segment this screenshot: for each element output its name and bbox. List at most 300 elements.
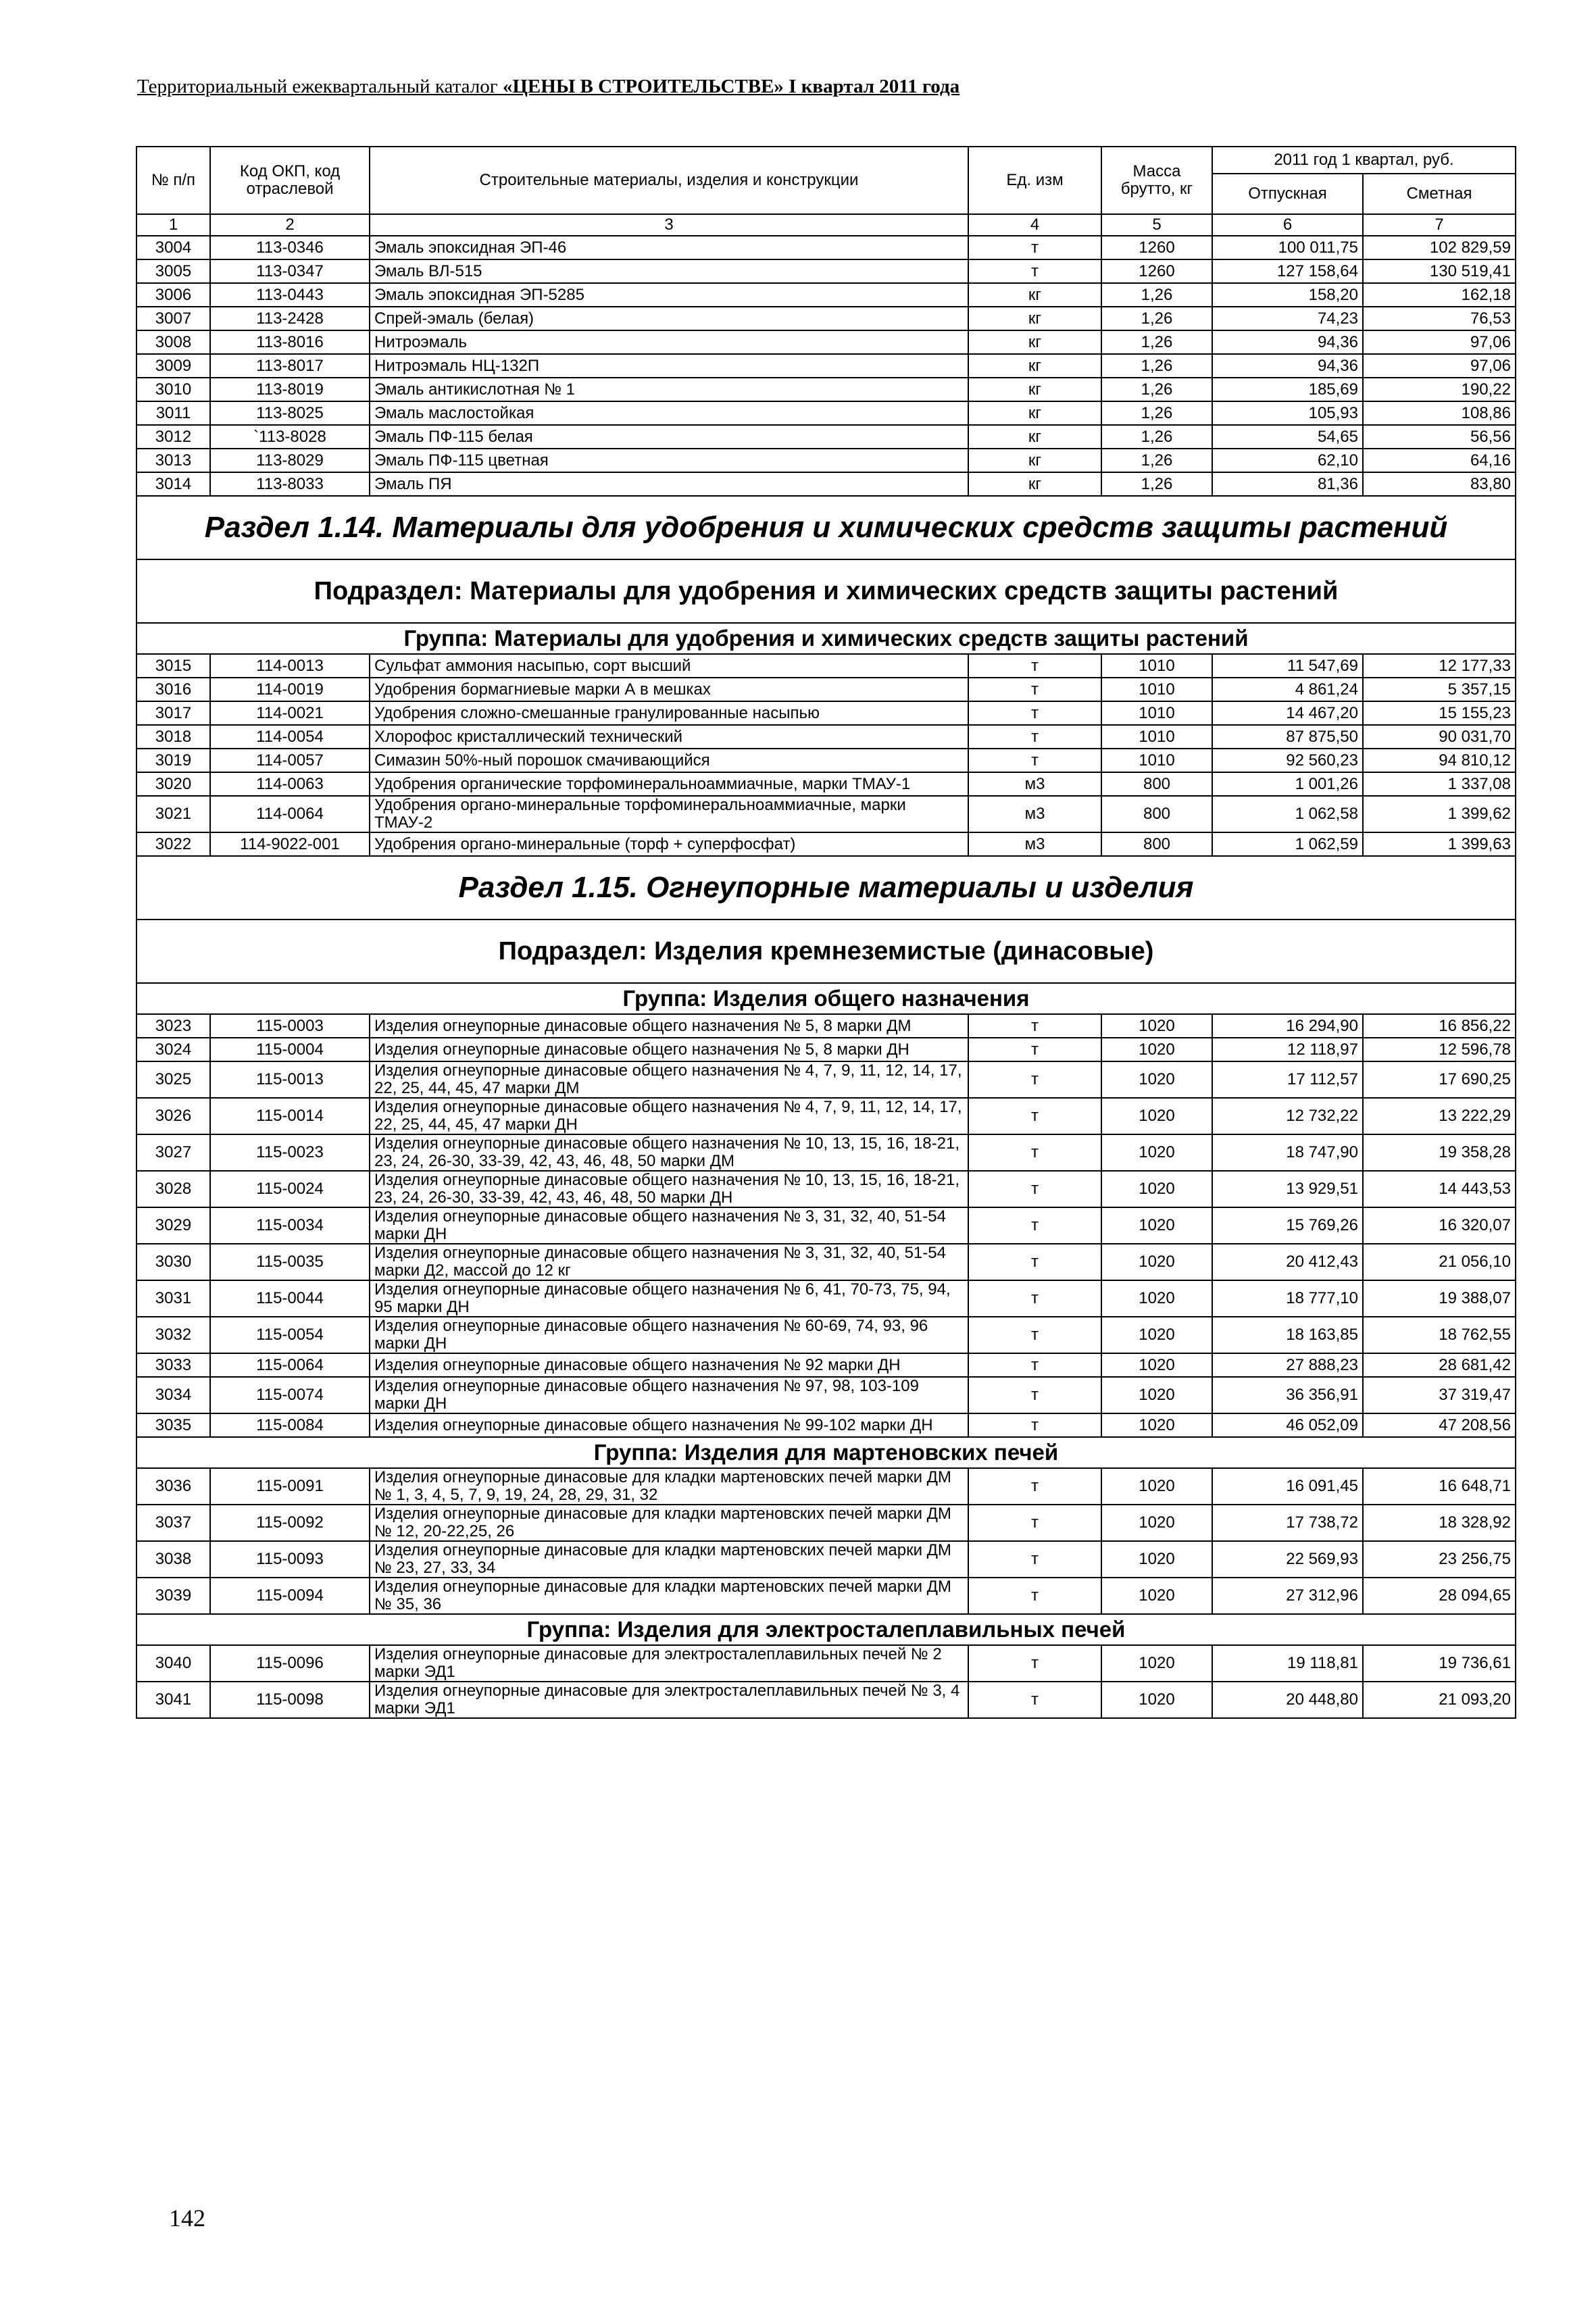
gross-mass: 1010 (1101, 678, 1212, 701)
unit: т (968, 654, 1101, 678)
estimate-price: 83,80 (1363, 472, 1516, 496)
estimate-price: 14 443,53 (1363, 1171, 1516, 1207)
table-row (136, 1061, 1516, 1098)
item-code: 115-0023 (210, 1134, 370, 1171)
estimate-price: 19 736,61 (1363, 1645, 1516, 1682)
gross-mass: 1020 (1101, 1171, 1212, 1207)
row-number: 3020 (136, 772, 210, 796)
unit: т (968, 1645, 1101, 1682)
gross-mass: 1020 (1101, 1038, 1212, 1061)
release-price: 94,36 (1212, 354, 1363, 378)
item-name: Изделия огнеупорные динасовые для кладки мартеновских печей марки ДМ № 12, 20-22,25, 26 (370, 1505, 968, 1541)
item-name: Изделия огнеупорные динасовые для кладки мартеновских печей марки ДМ № 23, 27, 33, 34 (370, 1541, 968, 1578)
table-row (136, 236, 1516, 259)
header-mass: Масса брутто, кг (1101, 147, 1212, 214)
row-number: 3024 (136, 1038, 210, 1061)
item-name: Эмаль эпоксидная ЭП-46 (370, 236, 968, 259)
item-name: Хлорофос кристаллический технический (370, 725, 968, 749)
estimate-price: 16 856,22 (1363, 1014, 1516, 1038)
item-code: 115-0034 (210, 1207, 370, 1244)
price-table (136, 146, 1516, 1719)
group-heading: Группа: Материалы для удобрения и химических средств защиты растений (136, 623, 1516, 654)
row-number: 3007 (136, 307, 210, 330)
item-name: Изделия огнеупорные динасовые общего назначения № 4, 7, 9, 11, 12, 14, 17, 22, 25, 44, 45, 47 марки ДМ (370, 1061, 968, 1098)
subsection-heading-row (136, 920, 1516, 983)
item-name: Изделия огнеупорные динасовые общего назначения № 4, 7, 9, 11, 12, 14, 17, 22, 25, 44, 45, 47 марки ДН (370, 1098, 968, 1134)
table-row (136, 472, 1516, 496)
item-name: Изделия огнеупорные динасовые общего назначения № 5, 8 марки ДМ (370, 1014, 968, 1038)
table-row (136, 832, 1516, 856)
page-number: 142 (169, 2205, 205, 2232)
gross-mass: 1,26 (1101, 307, 1212, 330)
estimate-price: 90 031,70 (1363, 725, 1516, 749)
row-number: 3030 (136, 1244, 210, 1280)
table-row (136, 725, 1516, 749)
release-price: 185,69 (1212, 378, 1363, 401)
group-heading-row (136, 1614, 1516, 1645)
section-heading: Раздел 1.15. Огнеупорные материалы и изделия (136, 856, 1516, 920)
release-price: 16 294,90 (1212, 1014, 1363, 1038)
release-price: 127 158,64 (1212, 259, 1363, 283)
estimate-price: 18 762,55 (1363, 1317, 1516, 1353)
gross-mass: 1020 (1101, 1014, 1212, 1038)
table-row (136, 330, 1516, 354)
item-code: 113-8019 (210, 378, 370, 401)
item-name: Изделия огнеупорные динасовые общего назначения № 3, 31, 32, 40, 51-54 марки ДН (370, 1207, 968, 1244)
table-row (136, 772, 1516, 796)
unit: т (968, 1134, 1101, 1171)
item-code: 113-0346 (210, 236, 370, 259)
gross-mass: 1020 (1101, 1505, 1212, 1541)
item-code: 115-0035 (210, 1244, 370, 1280)
row-number: 3038 (136, 1541, 210, 1578)
release-price: 81,36 (1212, 472, 1363, 496)
title-suffix: I квартал 2011 года (783, 76, 960, 97)
row-number: 3017 (136, 701, 210, 725)
unit: т (968, 1468, 1101, 1505)
gross-mass: 1020 (1101, 1134, 1212, 1171)
gross-mass: 1,26 (1101, 449, 1212, 472)
column-number: 3 (370, 214, 968, 236)
item-name: Эмаль ВЛ-515 (370, 259, 968, 283)
row-number: 3034 (136, 1377, 210, 1413)
estimate-price: 1 399,63 (1363, 832, 1516, 856)
gross-mass: 1020 (1101, 1682, 1212, 1718)
estimate-price: 12 177,33 (1363, 654, 1516, 678)
row-number: 3028 (136, 1171, 210, 1207)
item-name: Сульфат аммония насыпью, сорт высший (370, 654, 968, 678)
item-name: Изделия огнеупорные динасовые для кладки мартеновских печей марки ДМ № 35, 36 (370, 1578, 968, 1614)
release-price: 1 062,58 (1212, 796, 1363, 832)
estimate-price: 102 829,59 (1363, 236, 1516, 259)
item-code: 113-8029 (210, 449, 370, 472)
item-name: Эмаль антикислотная № 1 (370, 378, 968, 401)
header-period: 2011 год 1 квартал, руб. (1212, 147, 1516, 174)
table-row (136, 1098, 1516, 1134)
release-price: 18 163,85 (1212, 1317, 1363, 1353)
release-price: 1 062,59 (1212, 832, 1363, 856)
gross-mass: 1020 (1101, 1541, 1212, 1578)
table-row (136, 1280, 1516, 1317)
column-number: 4 (968, 214, 1101, 236)
item-name: Изделия огнеупорные динасовые общего назначения № 10, 13, 15, 16, 18-21, 23, 24, 26-30, 33-39, 42, 43, 46, 48, 50 марки ДМ (370, 1134, 968, 1171)
estimate-price: 37 319,47 (1363, 1377, 1516, 1413)
release-price: 12 732,22 (1212, 1098, 1363, 1134)
release-price: 92 560,23 (1212, 749, 1363, 772)
release-price: 14 467,20 (1212, 701, 1363, 725)
unit: кг (968, 401, 1101, 425)
item-name: Эмаль ПФ-115 белая (370, 425, 968, 449)
estimate-price: 19 388,07 (1363, 1280, 1516, 1317)
unit: т (968, 701, 1101, 725)
table-row (136, 1578, 1516, 1614)
table-row (136, 425, 1516, 449)
unit: т (968, 1280, 1101, 1317)
item-code: 113-0347 (210, 259, 370, 283)
subsection-heading-row (136, 559, 1516, 623)
row-number: 3041 (136, 1682, 210, 1718)
row-number: 3013 (136, 449, 210, 472)
estimate-price: 19 358,28 (1363, 1134, 1516, 1171)
unit: м3 (968, 796, 1101, 832)
gross-mass: 1020 (1101, 1645, 1212, 1682)
gross-mass: 800 (1101, 832, 1212, 856)
table-row (136, 701, 1516, 725)
unit: т (968, 1171, 1101, 1207)
table-row (136, 1207, 1516, 1244)
table-row (136, 1038, 1516, 1061)
row-number: 3035 (136, 1413, 210, 1437)
item-name: Удобрения бормагниевые марки А в мешках (370, 678, 968, 701)
table-row (136, 1171, 1516, 1207)
item-code: 113-8025 (210, 401, 370, 425)
estimate-price: 190,22 (1363, 378, 1516, 401)
gross-mass: 1,26 (1101, 472, 1212, 496)
item-code: 115-0094 (210, 1578, 370, 1614)
item-name: Изделия огнеупорные динасовые для электросталеплавильных печей № 2 марки ЭД1 (370, 1645, 968, 1682)
release-price: 100 011,75 (1212, 236, 1363, 259)
release-price: 27 888,23 (1212, 1353, 1363, 1377)
item-code: 115-0091 (210, 1468, 370, 1505)
release-price: 22 569,93 (1212, 1541, 1363, 1578)
unit: т (968, 1244, 1101, 1280)
item-name: Изделия огнеупорные динасовые общего назначения № 92 марки ДН (370, 1353, 968, 1377)
estimate-price: 12 596,78 (1363, 1038, 1516, 1061)
item-name: Спрей-эмаль (белая) (370, 307, 968, 330)
table-row (136, 1468, 1516, 1505)
release-price: 36 356,91 (1212, 1377, 1363, 1413)
row-number: 3011 (136, 401, 210, 425)
header-code: Код ОКП, код отраслевой (210, 147, 370, 214)
gross-mass: 1020 (1101, 1578, 1212, 1614)
group-heading-row (136, 623, 1516, 654)
table-row (136, 259, 1516, 283)
estimate-price: 130 519,41 (1363, 259, 1516, 283)
table-body (136, 214, 1516, 1718)
item-name: Изделия огнеупорные динасовые общего назначения № 10, 13, 15, 16, 18-21, 23, 24, 26-30, 33-39, 42, 43, 46, 48, 50 марки ДН (370, 1171, 968, 1207)
unit: кг (968, 307, 1101, 330)
gross-mass: 1020 (1101, 1353, 1212, 1377)
estimate-price: 17 690,25 (1363, 1061, 1516, 1098)
row-number: 3009 (136, 354, 210, 378)
release-price: 20 412,43 (1212, 1244, 1363, 1280)
item-code: 115-0014 (210, 1098, 370, 1134)
release-price: 74,23 (1212, 307, 1363, 330)
gross-mass: 1020 (1101, 1377, 1212, 1413)
item-code: 114-0064 (210, 796, 370, 832)
item-code: 115-0024 (210, 1171, 370, 1207)
table-row (136, 1377, 1516, 1413)
row-number: 3033 (136, 1353, 210, 1377)
unit: кг (968, 354, 1101, 378)
item-code: 114-9022-001 (210, 832, 370, 856)
unit: м3 (968, 772, 1101, 796)
row-number: 3015 (136, 654, 210, 678)
item-code: 115-0054 (210, 1317, 370, 1353)
page-header-title (137, 76, 959, 98)
unit: т (968, 1413, 1101, 1437)
estimate-price: 16 648,71 (1363, 1468, 1516, 1505)
estimate-price: 94 810,12 (1363, 749, 1516, 772)
row-number: 3014 (136, 472, 210, 496)
table-row (136, 1014, 1516, 1038)
row-number: 3032 (136, 1317, 210, 1353)
gross-mass: 1020 (1101, 1317, 1212, 1353)
gross-mass: 1,26 (1101, 283, 1212, 307)
gross-mass: 1260 (1101, 236, 1212, 259)
release-price: 16 091,45 (1212, 1468, 1363, 1505)
unit: кг (968, 425, 1101, 449)
release-price: 18 777,10 (1212, 1280, 1363, 1317)
group-heading-row (136, 983, 1516, 1014)
item-name: Изделия огнеупорные динасовые общего назначения № 3, 31, 32, 40, 51-54 марки Д2, массой до 12 кг (370, 1244, 968, 1280)
item-code: 115-0098 (210, 1682, 370, 1718)
row-number: 3023 (136, 1014, 210, 1038)
column-number-row (136, 214, 1516, 236)
item-name: Симазин 50%-ный порошок смачивающийся (370, 749, 968, 772)
estimate-price: 21 093,20 (1363, 1682, 1516, 1718)
item-name: Эмаль эпоксидная ЭП-5285 (370, 283, 968, 307)
table-row (136, 1413, 1516, 1437)
section-heading-row (136, 856, 1516, 920)
item-code: 114-0021 (210, 701, 370, 725)
estimate-price: 56,56 (1363, 425, 1516, 449)
unit: т (968, 1098, 1101, 1134)
row-number: 3010 (136, 378, 210, 401)
estimate-price: 16 320,07 (1363, 1207, 1516, 1244)
gross-mass: 1020 (1101, 1280, 1212, 1317)
release-price: 12 118,97 (1212, 1038, 1363, 1061)
row-number: 3025 (136, 1061, 210, 1098)
unit: т (968, 1038, 1101, 1061)
row-number: 3019 (136, 749, 210, 772)
item-code: 115-0074 (210, 1377, 370, 1413)
subsection-heading: Подраздел: Изделия кремнеземистые (динасовые) (136, 920, 1516, 983)
estimate-price: 15 155,23 (1363, 701, 1516, 725)
table-row (136, 796, 1516, 832)
section-heading-row (136, 496, 1516, 559)
release-price: 15 769,26 (1212, 1207, 1363, 1244)
item-name: Удобрения органо-минеральные торфоминеральноаммиачные, марки ТМАУ-2 (370, 796, 968, 832)
row-number: 3027 (136, 1134, 210, 1171)
unit: кг (968, 378, 1101, 401)
item-name: Нитроэмаль (370, 330, 968, 354)
gross-mass: 1010 (1101, 749, 1212, 772)
unit: т (968, 678, 1101, 701)
gross-mass: 1,26 (1101, 425, 1212, 449)
table-row (136, 449, 1516, 472)
table-row (136, 401, 1516, 425)
estimate-price: 28 681,42 (1363, 1353, 1516, 1377)
item-code: 114-0063 (210, 772, 370, 796)
column-number: 7 (1363, 214, 1516, 236)
subsection-heading: Подраздел: Материалы для удобрения и химических средств защиты растений (136, 559, 1516, 623)
unit: т (968, 749, 1101, 772)
row-number: 3005 (136, 259, 210, 283)
release-price: 20 448,80 (1212, 1682, 1363, 1718)
row-number: 3021 (136, 796, 210, 832)
gross-mass: 1,26 (1101, 378, 1212, 401)
estimate-price: 5 357,15 (1363, 678, 1516, 701)
group-heading: Группа: Изделия для мартеновских печей (136, 1437, 1516, 1468)
unit: т (968, 1541, 1101, 1578)
estimate-price: 47 208,56 (1363, 1413, 1516, 1437)
header-name: Строительные материалы, изделия и конструкции (370, 147, 968, 214)
release-price: 158,20 (1212, 283, 1363, 307)
table-row (136, 1244, 1516, 1280)
estimate-price: 76,53 (1363, 307, 1516, 330)
gross-mass: 1,26 (1101, 330, 1212, 354)
table-row (136, 1682, 1516, 1718)
release-price: 62,10 (1212, 449, 1363, 472)
row-number: 3016 (136, 678, 210, 701)
release-price: 13 929,51 (1212, 1171, 1363, 1207)
item-name: Изделия огнеупорные динасовые общего назначения № 99-102 марки ДН (370, 1413, 968, 1437)
item-code: 115-0064 (210, 1353, 370, 1377)
row-number: 3026 (136, 1098, 210, 1134)
gross-mass: 1020 (1101, 1413, 1212, 1437)
gross-mass: 1020 (1101, 1207, 1212, 1244)
estimate-price: 18 328,92 (1363, 1505, 1516, 1541)
item-name: Изделия огнеупорные динасовые для электросталеплавильных печей № 3, 4 марки ЭД1 (370, 1682, 968, 1718)
column-number: 1 (136, 214, 210, 236)
item-name: Изделия огнеупорные динасовые общего назначения № 97, 98, 103-109 марки ДН (370, 1377, 968, 1413)
row-number: 3040 (136, 1645, 210, 1682)
release-price: 27 312,96 (1212, 1578, 1363, 1614)
table-row (136, 678, 1516, 701)
header-num: № п/п (136, 147, 210, 214)
item-name: Удобрения органо-минеральные (торф + суперфосфат) (370, 832, 968, 856)
item-code: 113-0443 (210, 283, 370, 307)
gross-mass: 1020 (1101, 1468, 1212, 1505)
column-number: 2 (210, 214, 370, 236)
item-name: Изделия огнеупорные динасовые для кладки мартеновских печей марки ДМ № 1, 3, 4, 5, 7, 9, 19, 24, 28, 29, 31, 32 (370, 1468, 968, 1505)
item-name: Удобрения органические торфоминеральноаммиачные, марки ТМАУ-1 (370, 772, 968, 796)
release-price: 94,36 (1212, 330, 1363, 354)
item-code: 113-8017 (210, 354, 370, 378)
unit: т (968, 1505, 1101, 1541)
estimate-price: 28 094,65 (1363, 1578, 1516, 1614)
table-row (136, 654, 1516, 678)
table-row (136, 307, 1516, 330)
unit: кг (968, 283, 1101, 307)
gross-mass: 1260 (1101, 259, 1212, 283)
item-code: 115-0093 (210, 1541, 370, 1578)
unit: кг (968, 449, 1101, 472)
item-code: 115-0013 (210, 1061, 370, 1098)
item-code: 115-0096 (210, 1645, 370, 1682)
release-price: 17 738,72 (1212, 1505, 1363, 1541)
gross-mass: 800 (1101, 772, 1212, 796)
estimate-price: 21 056,10 (1363, 1244, 1516, 1280)
table-row (136, 1645, 1516, 1682)
table-row (136, 1353, 1516, 1377)
estimate-price: 108,86 (1363, 401, 1516, 425)
unit: т (968, 1207, 1101, 1244)
item-code: 114-0057 (210, 749, 370, 772)
unit: т (968, 1578, 1101, 1614)
item-code: 115-0003 (210, 1014, 370, 1038)
estimate-price: 23 256,75 (1363, 1541, 1516, 1578)
row-number: 3039 (136, 1578, 210, 1614)
section-heading: Раздел 1.14. Материалы для удобрения и химических средств защиты растений (136, 496, 1516, 559)
item-name: Нитроэмаль НЦ-132П (370, 354, 968, 378)
table-row (136, 1505, 1516, 1541)
release-price: 19 118,81 (1212, 1645, 1363, 1682)
table-row (136, 354, 1516, 378)
item-name: Удобрения сложно-смешанные гранулированные насыпью (370, 701, 968, 725)
table-row (136, 1317, 1516, 1353)
group-heading: Группа: Изделия для электросталеплавильных печей (136, 1614, 1516, 1645)
item-name: Эмаль ПЯ (370, 472, 968, 496)
unit: т (968, 259, 1101, 283)
release-price: 54,65 (1212, 425, 1363, 449)
estimate-price: 1 337,08 (1363, 772, 1516, 796)
row-number: 3022 (136, 832, 210, 856)
release-price: 46 052,09 (1212, 1413, 1363, 1437)
group-heading-row (136, 1437, 1516, 1468)
unit: т (968, 236, 1101, 259)
item-code: 114-0019 (210, 678, 370, 701)
title-prefix: Территориальный ежеквартальный каталог (137, 76, 503, 97)
estimate-price: 97,06 (1363, 330, 1516, 354)
release-price: 87 875,50 (1212, 725, 1363, 749)
item-code: 115-0004 (210, 1038, 370, 1061)
item-code: 114-0054 (210, 725, 370, 749)
release-price: 17 112,57 (1212, 1061, 1363, 1098)
unit: т (968, 1317, 1101, 1353)
estimate-price: 64,16 (1363, 449, 1516, 472)
release-price: 18 747,90 (1212, 1134, 1363, 1171)
item-code: `113-8028 (210, 425, 370, 449)
group-heading: Группа: Изделия общего назначения (136, 983, 1516, 1014)
row-number: 3012 (136, 425, 210, 449)
header-estimate-price: Сметная (1363, 174, 1516, 214)
unit: т (968, 1682, 1101, 1718)
item-name: Изделия огнеупорные динасовые общего назначения № 60-69, 74, 93, 96 марки ДН (370, 1317, 968, 1353)
item-code: 115-0044 (210, 1280, 370, 1317)
release-price: 11 547,69 (1212, 654, 1363, 678)
release-price: 1 001,26 (1212, 772, 1363, 796)
header-release-price: Отпускная (1212, 174, 1363, 214)
table-row (136, 283, 1516, 307)
row-number: 3029 (136, 1207, 210, 1244)
release-price: 4 861,24 (1212, 678, 1363, 701)
unit: т (968, 1014, 1101, 1038)
item-name: Изделия огнеупорные динасовые общего назначения № 5, 8 марки ДН (370, 1038, 968, 1061)
item-name: Изделия огнеупорные динасовые общего назначения № 6, 41, 70-73, 75, 94, 95 марки ДН (370, 1280, 968, 1317)
gross-mass: 800 (1101, 796, 1212, 832)
